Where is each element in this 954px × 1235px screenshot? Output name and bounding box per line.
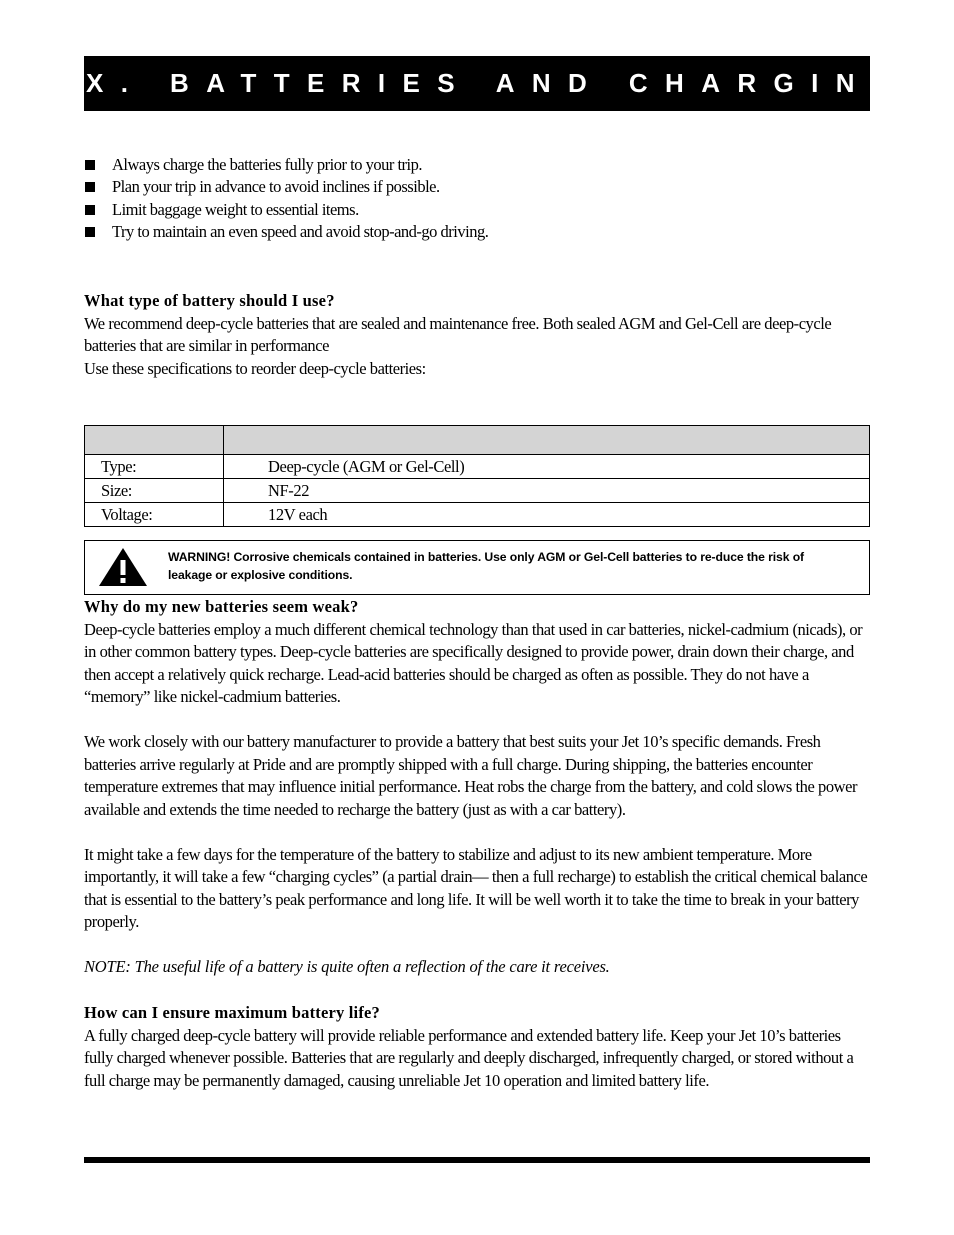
battery-spec-table — [84, 425, 870, 527]
weak-batteries-paragraph-2: We work closely with our battery manufacturer to provide a battery that best suits your Jet 10’s specific demands. Fresh batteries arrive regularly at Pride and are promptly shipped with a full charge. During shipping, the batteries encounter temperature extremes that may influence initial performance. Heat robs the charge from the battery, and cold slows the power available and extends the time needed to recharge the battery (just as with a car battery). — [84, 732, 858, 819]
spec-table-header-row — [85, 426, 870, 455]
section-title-bar — [61, 56, 910, 111]
bullet-square-icon — [85, 205, 95, 215]
battery-life-heading: How can I ensure maximum battery life? — [84, 1003, 381, 1023]
tip-item: Try to maintain an even speed and avoid stop-and-go driving. — [84, 221, 870, 243]
weak-batteries-paragraph-3: It might take a few days for the temperature of the battery to stabilize and adjust to its new ambient temperature. More importantly, it will take a few “charging cycles” (a partial drain— then a full recharge) to establish the critical chemical balance that is essential to the battery’s peak performance and long life. It will be well worth it to take the time to break in your battery properly. — [84, 844, 868, 932]
bullet-square-icon — [85, 160, 95, 170]
spec-table-row — [85, 479, 870, 503]
page-content — [61, 56, 910, 1092]
spec-label-size: Size: — [85, 479, 224, 503]
reorder-paragraph: Use these specifications to reorder deep-cycle batteries: — [84, 358, 426, 378]
spec-label-type: Type: — [85, 455, 224, 479]
warning-box — [84, 540, 870, 595]
tip-item: Always charge the batteries fully prior to your trip. — [84, 154, 870, 176]
battery-type-heading: What type of battery should I use? — [84, 291, 335, 311]
spec-table-row — [85, 455, 870, 479]
battery-type-section — [84, 290, 870, 380]
battery-life-paragraph: A fully charged deep-cycle battery will provide reliable performance and extended battery life. Keep your Jet 10’s batteries fully charged whenever possible. Batteries that are regularly and deeply discharged, infrequently charged, or stored without a full charge may be permanently damaged, causing unreliable Jet 10 operation and limited battery life. — [84, 1025, 854, 1090]
spec-value-type: Deep-cycle (AGM or Gel-Cell) — [224, 455, 870, 479]
spec-value-voltage: 12V each — [224, 503, 870, 527]
tip-item: Limit baggage weight to essential items. — [84, 199, 870, 221]
tips-list — [84, 154, 870, 243]
battery-type-paragraph: We recommend deep-cycle batteries that are sealed and maintenance free. Both sealed AGM and Gel-Cell are deep-cycle batteries that are similar in performance — [84, 313, 832, 356]
battery-life-note: NOTE: The useful life of a battery is quite often a reflection of the care it receives. — [84, 957, 610, 977]
spec-header-cell — [85, 426, 224, 455]
weak-batteries-section — [84, 596, 870, 1092]
spec-value-size: NF-22 — [224, 479, 870, 503]
spec-label-voltage: Voltage: — [85, 503, 224, 527]
weak-batteries-paragraph-1: Deep-cycle batteries employ a much different chemical technology than that used in car batteries, nickel-cadmium (nicads), or in other common battery types. Deep-cycle batteries are specifically designed to provide power, drain down their charge, and then accept a relatively quick recharge. Lead-acid batteries should be charged as often as possible. They do not have a “memory” like nickel-cadmium batteries. — [84, 619, 863, 707]
weak-batteries-heading: Why do my new batteries seem weak? — [84, 597, 359, 617]
spec-table-row — [85, 503, 870, 527]
warning-text: WARNING! Corrosive chemicals contained in batteries. Use only AGM or Gel-Cell batteries to re-duce the risk of leakage or explosive conditions. — [168, 550, 804, 582]
warning-triangle-icon — [97, 546, 149, 588]
spec-header-cell — [224, 426, 870, 455]
bullet-square-icon — [85, 182, 95, 192]
section-title: IX. BATTERIES AND CHARGING — [61, 68, 910, 98]
bullet-square-icon — [85, 227, 95, 237]
tip-item: Plan your trip in advance to avoid inclines if possible. — [84, 176, 870, 198]
bottom-rule — [84, 1157, 870, 1163]
